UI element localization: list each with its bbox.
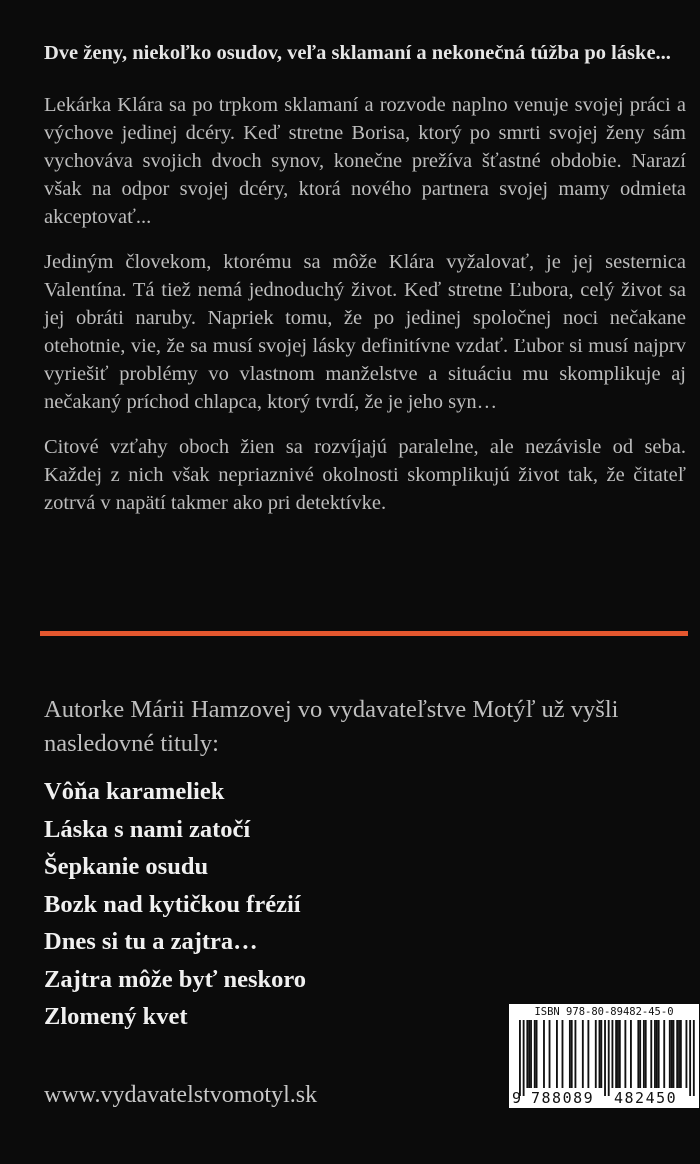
barcode-bar (686, 1020, 688, 1088)
barcode-bar (624, 1020, 626, 1088)
title-item: Láska s nami zatočí (44, 815, 251, 843)
blurb-tagline: Dve ženy, niekoľko osudov, veľa sklamaní a nekonečná túžba po láske... (44, 42, 671, 64)
ean-left-group: 788089 (531, 1089, 595, 1107)
ean-first-digit: 9 (512, 1089, 522, 1107)
barcode-bar (663, 1020, 665, 1088)
barcode-bar (673, 1020, 675, 1088)
other-titles-list (44, 773, 306, 1036)
barcode-bar (643, 1020, 645, 1088)
barcode-bar (608, 1020, 610, 1096)
barcode-bar (571, 1020, 573, 1088)
barcode-bar (526, 1020, 528, 1088)
barcode-bar (549, 1020, 551, 1088)
barcode-bar (528, 1020, 530, 1088)
barcode-bar (658, 1020, 660, 1088)
isbn-barcode (509, 1004, 699, 1108)
orange-divider (40, 631, 688, 636)
barcode-bar (599, 1020, 601, 1088)
title-item: Vôňa karameliek (44, 778, 225, 805)
publisher-website: www.vydavatelstvomotyl.sk (44, 1082, 318, 1108)
other-titles-intro: Autorke Márii Hamzovej vo vydavateľstve Motýľ už vyšli nasledovné tituly: (44, 696, 619, 757)
barcode-bar (523, 1020, 525, 1096)
barcode-bar (615, 1020, 617, 1088)
barcode-bar (575, 1020, 577, 1088)
barcode-bar (689, 1020, 691, 1096)
barcode-bar (671, 1020, 673, 1088)
barcode-bar (630, 1020, 632, 1088)
barcode-bar (595, 1020, 597, 1088)
barcode-bar (612, 1020, 614, 1088)
title-item: Zajtra môže byť neskoro (44, 965, 307, 993)
barcode-bar (676, 1020, 678, 1088)
barcode-bar (693, 1020, 695, 1096)
ean-right-group: 482450 (614, 1089, 678, 1107)
barcode-bar (650, 1020, 652, 1088)
barcode-bar (600, 1020, 602, 1088)
barcode-bar (543, 1020, 545, 1088)
barcode-bar (604, 1020, 606, 1096)
barcode-bar (562, 1020, 564, 1088)
barcode-bar (619, 1020, 621, 1088)
barcode-bar (656, 1020, 658, 1088)
blurb-section (44, 38, 686, 534)
title-item: Zlomený kvet (44, 1003, 188, 1030)
barcode-bar (530, 1020, 532, 1088)
isbn-number: ISBN 978-80-89482-45-0 (534, 1006, 674, 1018)
barcode-bar (536, 1020, 538, 1088)
title-item: Šepkanie osudu (44, 853, 209, 880)
barcode-bar (678, 1020, 680, 1088)
barcode-bar (569, 1020, 571, 1088)
barcode-bar (582, 1020, 584, 1088)
barcode-bar (645, 1020, 647, 1088)
barcode-bar (639, 1020, 641, 1088)
blurb-paragraph: Jediným človekom, ktorému sa môže Klára vyžalovať, je jej sesternica Valentína. Tá tiež nemá jednoduchý život. Keď stretne Ľubora, celý život sa jej obráti naruby. Napriek tomu, že po jedinej spoločnej noci nečakane otehotnie, vie, že sa musí svojej lásky definitívne vzdať. Ľubor si musí najprv vyriešiť problémy vo vlastnom manželstve a situáciu mu skomplikuje aj nečakaný príchod chlapca, ktorý tvrdí, že je jeho syn… (44, 251, 686, 413)
barcode-bar (617, 1020, 619, 1088)
barcode-bar (556, 1020, 558, 1088)
barcode-bar (669, 1020, 671, 1088)
blurb-paragraph: Citové vzťahy oboch žien sa rozvíjajú paralelne, ale nezávisle od seba. Každej z nich však nepriaznivé okolnosti skomplikujú život tak, že čitateľ zotrvá v napätí takmer ako pri detektívke. (44, 436, 686, 514)
title-item: Dnes si tu a zajtra… (44, 928, 258, 955)
barcode-bar (654, 1020, 656, 1088)
title-item: Bozk nad kytičkou frézií (44, 890, 301, 918)
barcode-bar (680, 1020, 682, 1088)
barcode-bar (519, 1020, 521, 1096)
barcode-bar (534, 1020, 536, 1088)
barcode-bar (637, 1020, 639, 1088)
blurb-paragraph: Lekárka Klára sa po trpkom sklamaní a rozvode naplno venuje svojej práci a výchove jedinej dcéry. Keď stretne Borisa, ktorý po smrti svojej ženy sám vychováva svojich dvoch synov, konečne prežíva šťastné obdobie. Narazí však na odpor svojej dcéry, ktorá nového partnera svojej mamy odmieta akceptovať... (44, 94, 686, 228)
barcode-bar (587, 1020, 589, 1088)
